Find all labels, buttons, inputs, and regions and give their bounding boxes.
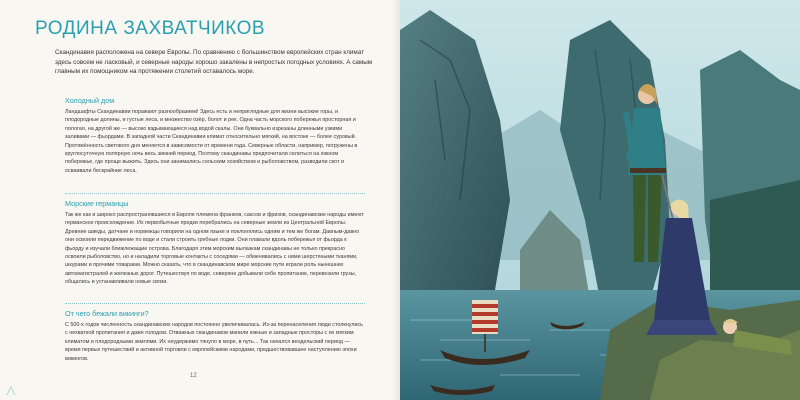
page-number: 12 — [190, 373, 197, 379]
fjord-vikings-illustration — [400, 0, 800, 400]
corner-mark-icon — [6, 386, 16, 396]
page-title: РОДИНА ЗАХВАТЧИКОВ — [35, 18, 266, 39]
section-text: Так же как и широко распространявшиеся в Европе племена франков, саксов и фризов, скандинавские народы имеют германское происхождение. Их первобытные предки перебрались на северные земли из Центральной Европы. Древние шведы, датчане и норвежцы говорили на одном языке и поклонялись одним и тем же богам. Давным-давно они освоили передвижение по воде и стали строить гребные лодки. Они плавали вдоль побережья от фьорда к фьорду и изучали ближлежащие острова. Благодаря этим морским вылазкам скандинавы не только прекрасно освоили рыболовство, но и наладили торговые контакты с соседями — обменивались с ними шерстяными тканями, шкурами и прочими товарами. Можно сказать, что в скандинавском мире морские пути играли роль нынешних автомагистралей и железных дорог. Путешествуя по воде, северяне добывали себе пропитание, перевозили грузы, общались и устанавливали новые связи. — [65, 212, 364, 286]
page-gutter-shadow — [392, 0, 400, 400]
section-why-vikings-fled — [65, 309, 365, 363]
section-divider — [65, 303, 365, 304]
section-heading: От чего бежали викинги? — [65, 309, 149, 318]
section-divider — [65, 193, 365, 194]
section-cold-home — [65, 96, 365, 175]
section-heading: Холодный дом — [65, 96, 115, 105]
section-text: Ландшафты Скандинавии поражают разнообразием! Здесь есть и неприглядные для жизни высокие горы, и плодородные долины, и густые леса, и множество озёр, болот и рек. Одна часть морского побережья просторная и пологая, на другой же — высоко вздымающиеся над водой скалы. Они буквально изрезаны длинными узкими заливами — фьордами. В западной части Скандинавии климат относительно мягкий, на востоке — более суровый. Протяжённость светового дня меняется в зависимости от времени года. Северные области, например, погружены в круглосуточную полярную ночь весь зимний период. Поэтому скандинавы предпочитали селиться на южном побережье, где проще выжить. Здесь они занимались сельским хозяйством и рыболовством, разводили скот и осваивали бескрайние леса. — [65, 109, 358, 174]
fjord-vikings-illustration-svg — [400, 0, 800, 400]
section-text: С 500-х годов численность скандинавских народов постоянно увеличивалась. Из-за перенаселения люди столкнулись с нехваткой пропитания и даже голодом. Отважных скандинавов манили южные и западные просторы с их мягким климатом и плодородными землями. Их неудержимо тянуло в море, в путь... Так начался вендельский период — время первых путешествий и активной торговли с европейскими народами, предшествовавшее наступлению эпохи викингов. — [65, 322, 363, 362]
section-sea-germans — [65, 199, 365, 287]
intro-paragraph: Скандинавия расположена на севере Европы. По сравнению с большинством европейских стран климат здесь совсем не ласковый, и северные народы хорошо закалены в непростых погодных условиях. А самым главным их помощником на протяжении столетий оставалось море. — [55, 49, 373, 76]
section-heading: Морские германцы — [65, 199, 129, 208]
